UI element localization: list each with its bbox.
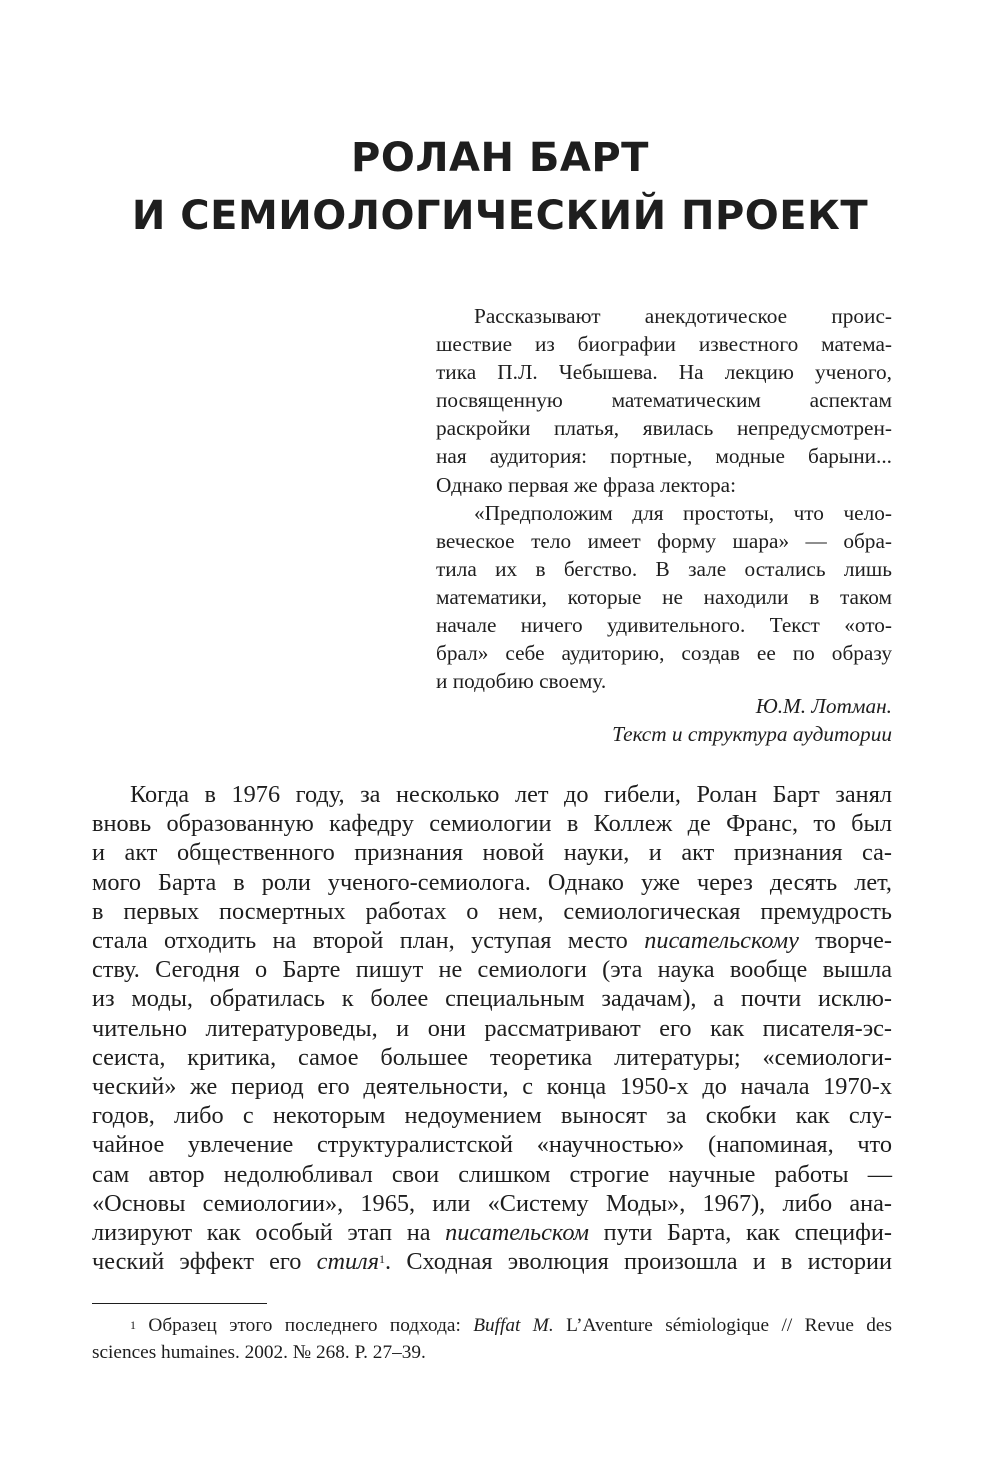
body-line: чайное увлечение структуралистской «научностью» (напоминая, что xyxy=(92,1131,892,1159)
body-text-run: творче- xyxy=(798,927,892,955)
body-line: сеиста, критика, самое большее теоретика литературы; «семиологи- xyxy=(92,1043,892,1071)
title-line-2: И СЕМИОЛОГИЧЕСКИЙ ПРОЕКТ xyxy=(131,193,869,239)
body-line: из моды, обратилась к более специальным задачам), а почти исклю- xyxy=(92,985,892,1013)
footnote-ref[interactable]: 1 xyxy=(379,1252,386,1267)
footnote-number: 1 xyxy=(130,1318,136,1332)
epigraph-line: шествие из биографии известного матема- xyxy=(436,332,892,357)
emphasis-text: писательскому xyxy=(644,927,799,955)
body-line xyxy=(92,1247,892,1276)
epigraph-line: ная аудитория: портные, модные барыни... xyxy=(436,444,892,469)
body-text-run: стала отходить на второй план, уступая место xyxy=(92,927,645,955)
body-line: вновь образованную кафедру семиологии в Коллеж де Франс, то был xyxy=(92,810,892,838)
emphasis-text: стиля xyxy=(316,1248,380,1276)
footnote xyxy=(92,1313,892,1366)
body-line: сам автор недолюбливал свои слишком строгие научные работы — xyxy=(92,1160,892,1188)
epigraph-line: Рассказывают анекдотическое проис- xyxy=(474,304,892,328)
body-text-run: ческий эффект его xyxy=(92,1248,317,1276)
body-line: и акт общественного признания новой науки, и акт признания са- xyxy=(92,839,892,867)
body-line: годов, либо с некоторым недоумением выносят за скобки как слу- xyxy=(92,1102,892,1130)
epigraph-line: и подобию своему. xyxy=(436,669,607,694)
body-text-run: . Сходная эволюция произошла и в истории xyxy=(385,1248,892,1276)
epigraph-line: «Предположим для простоты, что чело- xyxy=(474,500,892,525)
title-line-1: РОЛАН БАРТ xyxy=(351,135,649,181)
footnote-line xyxy=(92,1313,892,1340)
epigraph-line: тила их в бегство. В зале остались лишь xyxy=(436,556,892,581)
epigraph-author: Ю.М. Лотман. xyxy=(755,694,892,718)
epigraph-line: тика П.Л. Чебышева. На лекцию ученого, xyxy=(436,360,892,385)
epigraph-line: брал» себе аудиторию, создав ее по образу xyxy=(436,641,892,666)
epigraph-line: математики, которые не находили в таком xyxy=(436,584,892,609)
epigraph xyxy=(436,302,892,695)
body-text-run: пути Барта, как специфи- xyxy=(589,1219,892,1247)
footnote-text-run: Образец этого последнего подхода: xyxy=(136,1315,474,1336)
body-line: ству. Сегодня о Барте пишут не семиологи (эта наука вообще вышла xyxy=(92,956,892,984)
emphasis-text: писательском xyxy=(445,1219,590,1247)
epigraph-line: начале ничего удивительного. Текст «ото- xyxy=(436,613,892,638)
footnote-text-run: L’Aventure sémiologique // Revue des xyxy=(553,1315,892,1336)
body-paragraph xyxy=(92,780,892,1276)
page-title xyxy=(60,129,940,245)
epigraph-line: раскройки платья, явилась непредусмотрен- xyxy=(436,416,892,441)
body-line: чительно литературоведы, и они рассматривают его как писателя-эс- xyxy=(92,1014,892,1042)
body-line xyxy=(92,926,892,955)
body-line xyxy=(92,1218,892,1247)
body-line: Когда в 1976 году, за несколько лет до гибели, Ролан Барт занял xyxy=(130,781,892,808)
footnote-author: Buffat M. xyxy=(473,1315,554,1336)
body-line: «Основы семиологии», 1965, или «Систему Моды», 1967), либо ана- xyxy=(92,1189,892,1217)
footnote-divider xyxy=(92,1303,267,1304)
footnote-line: sciences humaines. 2002. № 268. P. 27–39. xyxy=(92,1341,426,1363)
body-line: в первых посмертных работах о нем, семиологическая премудрость xyxy=(92,897,892,925)
epigraph-source: Текст и структура аудитории xyxy=(612,722,892,746)
body-line: ческий» же период его деятельности, с конца 1950-х до начала 1970-х xyxy=(92,1073,892,1101)
epigraph-line: посвященную математическим аспектам xyxy=(436,388,892,413)
epigraph-line: Однако первая же фраза лектора: xyxy=(436,472,737,497)
body-line: мого Барта в роли ученого-семиолога. Однако уже через десять лет, xyxy=(92,868,892,896)
body-text-run: лизируют как особый этап на xyxy=(92,1219,446,1247)
epigraph-line: веческое тело имеет форму шара» — обра- xyxy=(436,528,892,553)
